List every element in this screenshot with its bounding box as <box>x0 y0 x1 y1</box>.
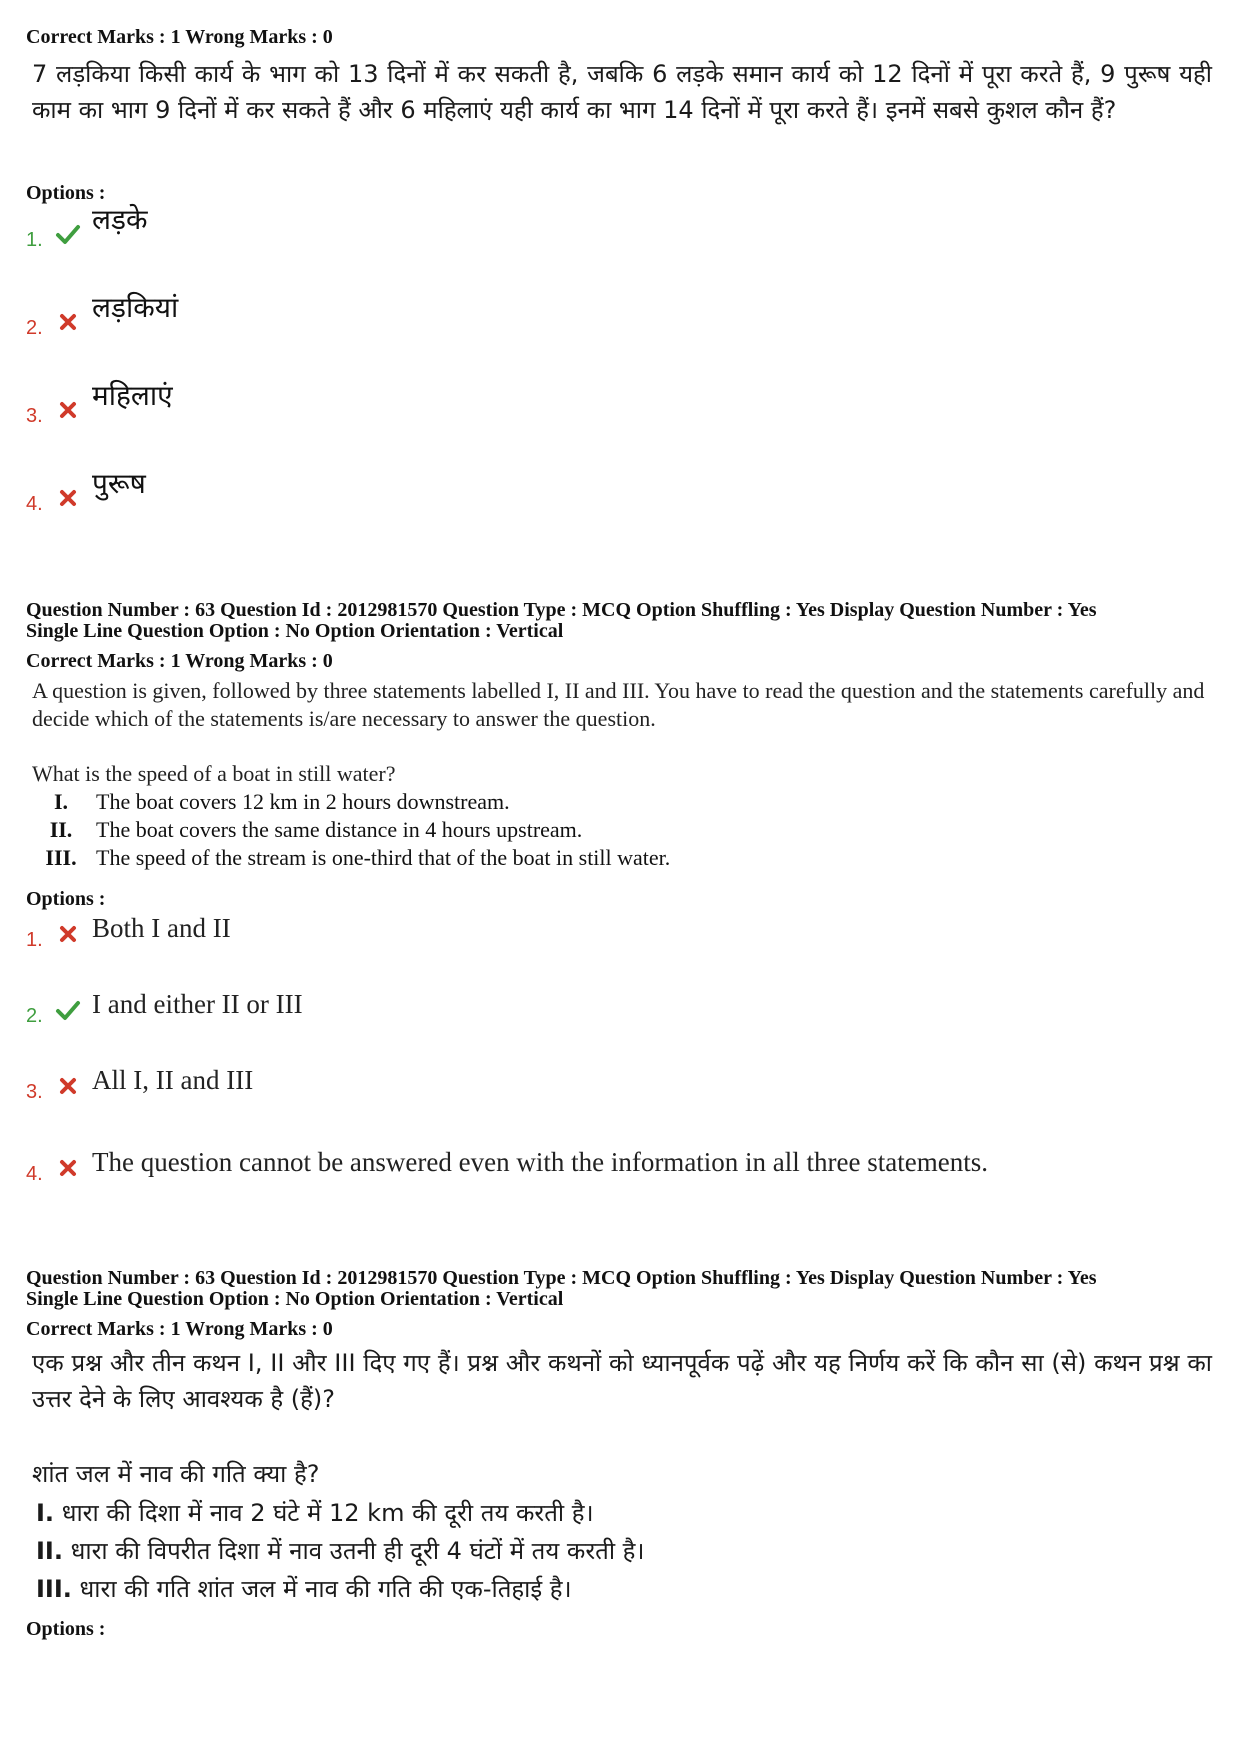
q2-option-3[interactable] <box>26 1064 253 1104</box>
option-number: 2. <box>26 1005 43 1027</box>
q2-option-2[interactable] <box>26 988 303 1028</box>
option-text: Both I and II <box>92 913 231 943</box>
option-text: I and either II or III <box>92 989 303 1019</box>
cross-icon <box>54 920 82 948</box>
option-text: The question cannot be answered even with the information in all three statements. <box>92 1147 988 1177</box>
cross-icon <box>54 396 82 424</box>
statement-roman: III. <box>36 1575 72 1603</box>
q2-statements <box>26 788 1216 872</box>
option-text: लड़के <box>92 203 148 236</box>
q3-meta-line-2: Single Line Question Option : No Option Orientation : Vertical <box>26 1288 564 1310</box>
statement-item <box>26 1570 1216 1608</box>
statement-text: The speed of the stream is one-third that of the boat in still water. <box>96 845 671 870</box>
check-icon <box>54 220 82 248</box>
q2-intro: A question is given, followed by three statements labelled I, II and III. You have to read the question and the statements carefully and decide which of the statements is/are necessary to answer the question. <box>32 678 1205 731</box>
option-number: 4. <box>26 493 43 515</box>
q1-question-text: 7 लड़किया किसी कार्य के भाग को 13 दिनों में कर सकती है, जबकि 6 लड़के समान कार्य को 12 दिनों में पूरा करते हैं, 9 पुरूष यही काम का भाग 9 दिनों में कर सकते हैं और 6 महिलाएं यही कार्य का भाग 14 दिनों में पूरा करते हैं। इनमें सबसे कुशल कौन हैं? <box>32 60 1212 124</box>
statement-text: धारा की विपरीत दिशा में नाव उतनी ही दूरी 4 घंटों में तय करती है। <box>70 1537 645 1565</box>
q1-option-2[interactable] <box>26 291 179 340</box>
statement-item <box>26 816 1216 844</box>
statement-item <box>26 844 1216 872</box>
option-text: लड़कियां <box>92 291 179 324</box>
q1-marks: Correct Marks : 1 Wrong Marks : 0 <box>26 26 333 48</box>
statement-item <box>26 788 1216 816</box>
q3-meta-line-1: Question Number : 63 Question Id : 2012981570 Question Type : MCQ Option Shuffling : Yes Display Question Number : Yes <box>26 1267 1097 1289</box>
statement-item <box>26 1532 1216 1570</box>
q2-meta-line-1: Question Number : 63 Question Id : 2012981570 Question Type : MCQ Option Shuffling : Yes Display Question Number : Yes <box>26 599 1097 621</box>
option-text: महिलाएं <box>92 379 173 412</box>
q3-options-label: Options : <box>26 1618 106 1640</box>
statement-text: धारा की दिशा में नाव 2 घंटे में 12 km की दूरी तय करती है। <box>61 1499 594 1527</box>
statement-item <box>26 1494 1216 1532</box>
q3-intro: एक प्रश्न और तीन कथन I, II और III दिए गए हैं। प्रश्न और कथनों को ध्यानपूर्वक पढ़ें और यह निर्णय करें कि कौन सा (से) कथन प्रश्न का उत्तर देने के लिए आवश्यक है (हैं)? <box>32 1349 1212 1413</box>
statement-roman: I. <box>53 789 69 814</box>
statement-text: धारा की गति शांत जल में नाव की गति की एक-तिहाई है। <box>79 1575 572 1603</box>
q1-option-4[interactable] <box>26 467 146 516</box>
option-number: 3. <box>26 405 43 427</box>
q2-option-1[interactable] <box>26 912 231 952</box>
option-text: पुरूष <box>92 467 146 500</box>
q1-option-3[interactable] <box>26 379 173 428</box>
q2-question: What is the speed of a boat in still water? <box>32 761 396 786</box>
statement-text: The boat covers 12 km in 2 hours downstream. <box>96 789 510 814</box>
option-number: 3. <box>26 1081 43 1103</box>
cross-icon <box>54 1154 82 1182</box>
statement-roman: III. <box>45 845 77 870</box>
check-icon <box>54 996 82 1024</box>
q2-option-4[interactable] <box>26 1146 988 1186</box>
statement-roman: II. <box>49 817 73 842</box>
option-number: 4. <box>26 1163 43 1185</box>
q3-statements <box>26 1494 1216 1608</box>
q2-options-label: Options : <box>26 888 106 910</box>
q3-marks: Correct Marks : 1 Wrong Marks : 0 <box>26 1318 333 1340</box>
q1-options-label: Options : <box>26 182 106 204</box>
cross-icon <box>54 308 82 336</box>
q3-question: शांत जल में नाव की गति क्या है? <box>32 1460 320 1488</box>
option-number: 1. <box>26 229 43 251</box>
q2-marks: Correct Marks : 1 Wrong Marks : 0 <box>26 650 333 672</box>
statement-text: The boat covers the same distance in 4 hours upstream. <box>96 817 583 842</box>
q2-meta-line-2: Single Line Question Option : No Option Orientation : Vertical <box>26 620 564 642</box>
statement-roman: I. <box>36 1499 55 1527</box>
cross-icon <box>54 1072 82 1100</box>
q1-option-1[interactable] <box>26 203 148 252</box>
statement-roman: II. <box>36 1537 63 1565</box>
option-text: All I, II and III <box>92 1065 254 1095</box>
option-number: 1. <box>26 929 43 951</box>
cross-icon <box>54 484 82 512</box>
option-number: 2. <box>26 317 43 339</box>
